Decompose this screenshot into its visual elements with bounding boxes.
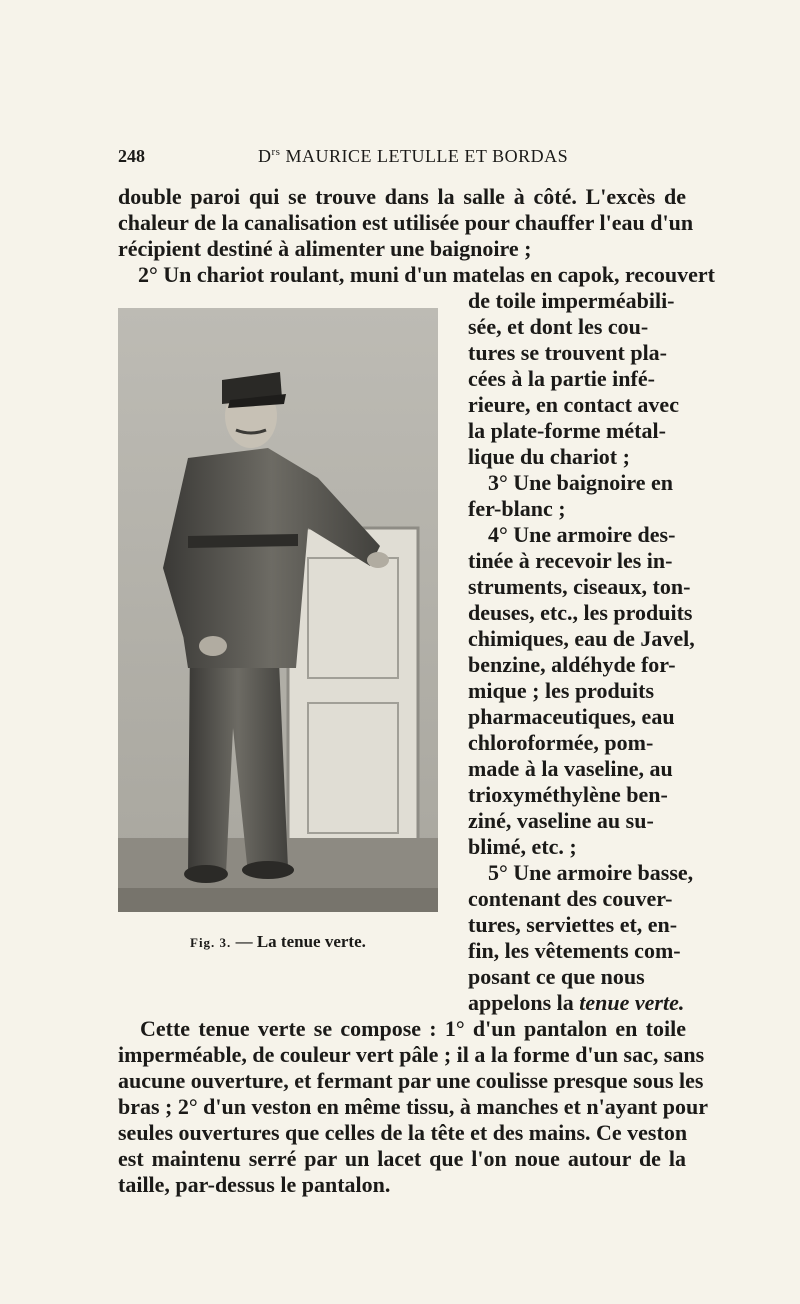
text-line: tures, serviettes et, en- [468, 912, 678, 937]
figure-title: — La tenue verte. [231, 932, 366, 951]
text-line: posant ce que nous [468, 964, 645, 989]
figure-photograph [118, 308, 438, 912]
text-line: contenant des couver- [468, 886, 673, 911]
page-header [118, 146, 688, 174]
text-line: struments, ciseaux, ton- [468, 574, 691, 599]
text-line: chaleur de la canalisation est utilisée pour chauffer l'eau d'un [118, 210, 694, 235]
man-in-suit-illustration [118, 308, 438, 912]
text-line: deuses, etc., les produits [468, 600, 693, 625]
running-head [258, 146, 568, 167]
text-line: seules ouvertures que celles de la tête et des mains. Ce veston [118, 1120, 688, 1145]
text-line: récipient destiné à alimenter une baignoire ; [118, 236, 532, 261]
text-line [468, 990, 684, 1016]
text-line: trioxyméthylène ben- [468, 782, 668, 807]
text-line: de toile imperméabili- [468, 288, 675, 313]
text-line: imperméable, de couleur vert pâle ; il a la forme d'un sac, sans [118, 1042, 705, 1067]
text-line: 5° Une armoire basse, [488, 860, 694, 885]
text-line: rieure, en contact avec [468, 392, 679, 417]
text-line: la plate-forme métal- [468, 418, 666, 443]
figure-caption [190, 932, 366, 952]
text-line: mique ; les produits [468, 678, 655, 703]
text-line: fer-blanc ; [468, 496, 566, 521]
text-line: bras ; 2° d'un veston en même tissu, à manches et n'ayant pour [118, 1094, 708, 1119]
text-line: lique du chariot ; [468, 444, 630, 469]
text-line: blimé, etc. ; [468, 834, 577, 859]
text-line-span: appelons la [468, 990, 580, 1015]
text-line: ziné, vaseline au su- [468, 808, 654, 833]
text-line: chimiques, eau de Javel, [468, 626, 695, 651]
text-line: 4° Une armoire des- [488, 522, 676, 547]
text-line: est maintenu serré par un lacet que l'on noue autour de la [118, 1146, 686, 1171]
text-line: Cette tenue verte se compose : 1° d'un pantalon en toile [140, 1016, 686, 1041]
text-line: pharmaceutiques, eau [468, 704, 675, 729]
running-head-title: MAURICE LETULLE ET BORDAS [280, 146, 569, 166]
text-line: aucune ouverture, et fermant par une coulisse presque sous les [118, 1068, 704, 1093]
page-number: 248 [118, 146, 145, 166]
text-line: taille, par-dessus le pantalon. [118, 1172, 391, 1197]
text-line: 2° Un chariot roulant, muni d'un matelas en capok, recouvert [138, 262, 715, 287]
text-line: double paroi qui se trouve dans la salle à côté. L'excès de [118, 184, 686, 209]
text-line: tinée à recevoir les in- [468, 548, 673, 573]
text-line: sée, et dont les cou- [468, 314, 649, 339]
running-head-prefix: D [258, 146, 272, 166]
text-line: benzine, aldéhyde for- [468, 652, 676, 677]
figure-label: Fig. 3. [190, 935, 232, 950]
italic-term: tenue verte. [579, 990, 685, 1015]
text-line: fin, les vêtements com- [468, 938, 681, 963]
running-head-superscript: rs [271, 146, 281, 158]
text-line: tures se trouvent pla- [468, 340, 668, 365]
text-line: made à la vaseline, au [468, 756, 673, 781]
text-line: 3° Une baignoire en [488, 470, 674, 495]
text-line: cées à la partie infé- [468, 366, 655, 391]
text-line: chloroformée, pom- [468, 730, 654, 755]
